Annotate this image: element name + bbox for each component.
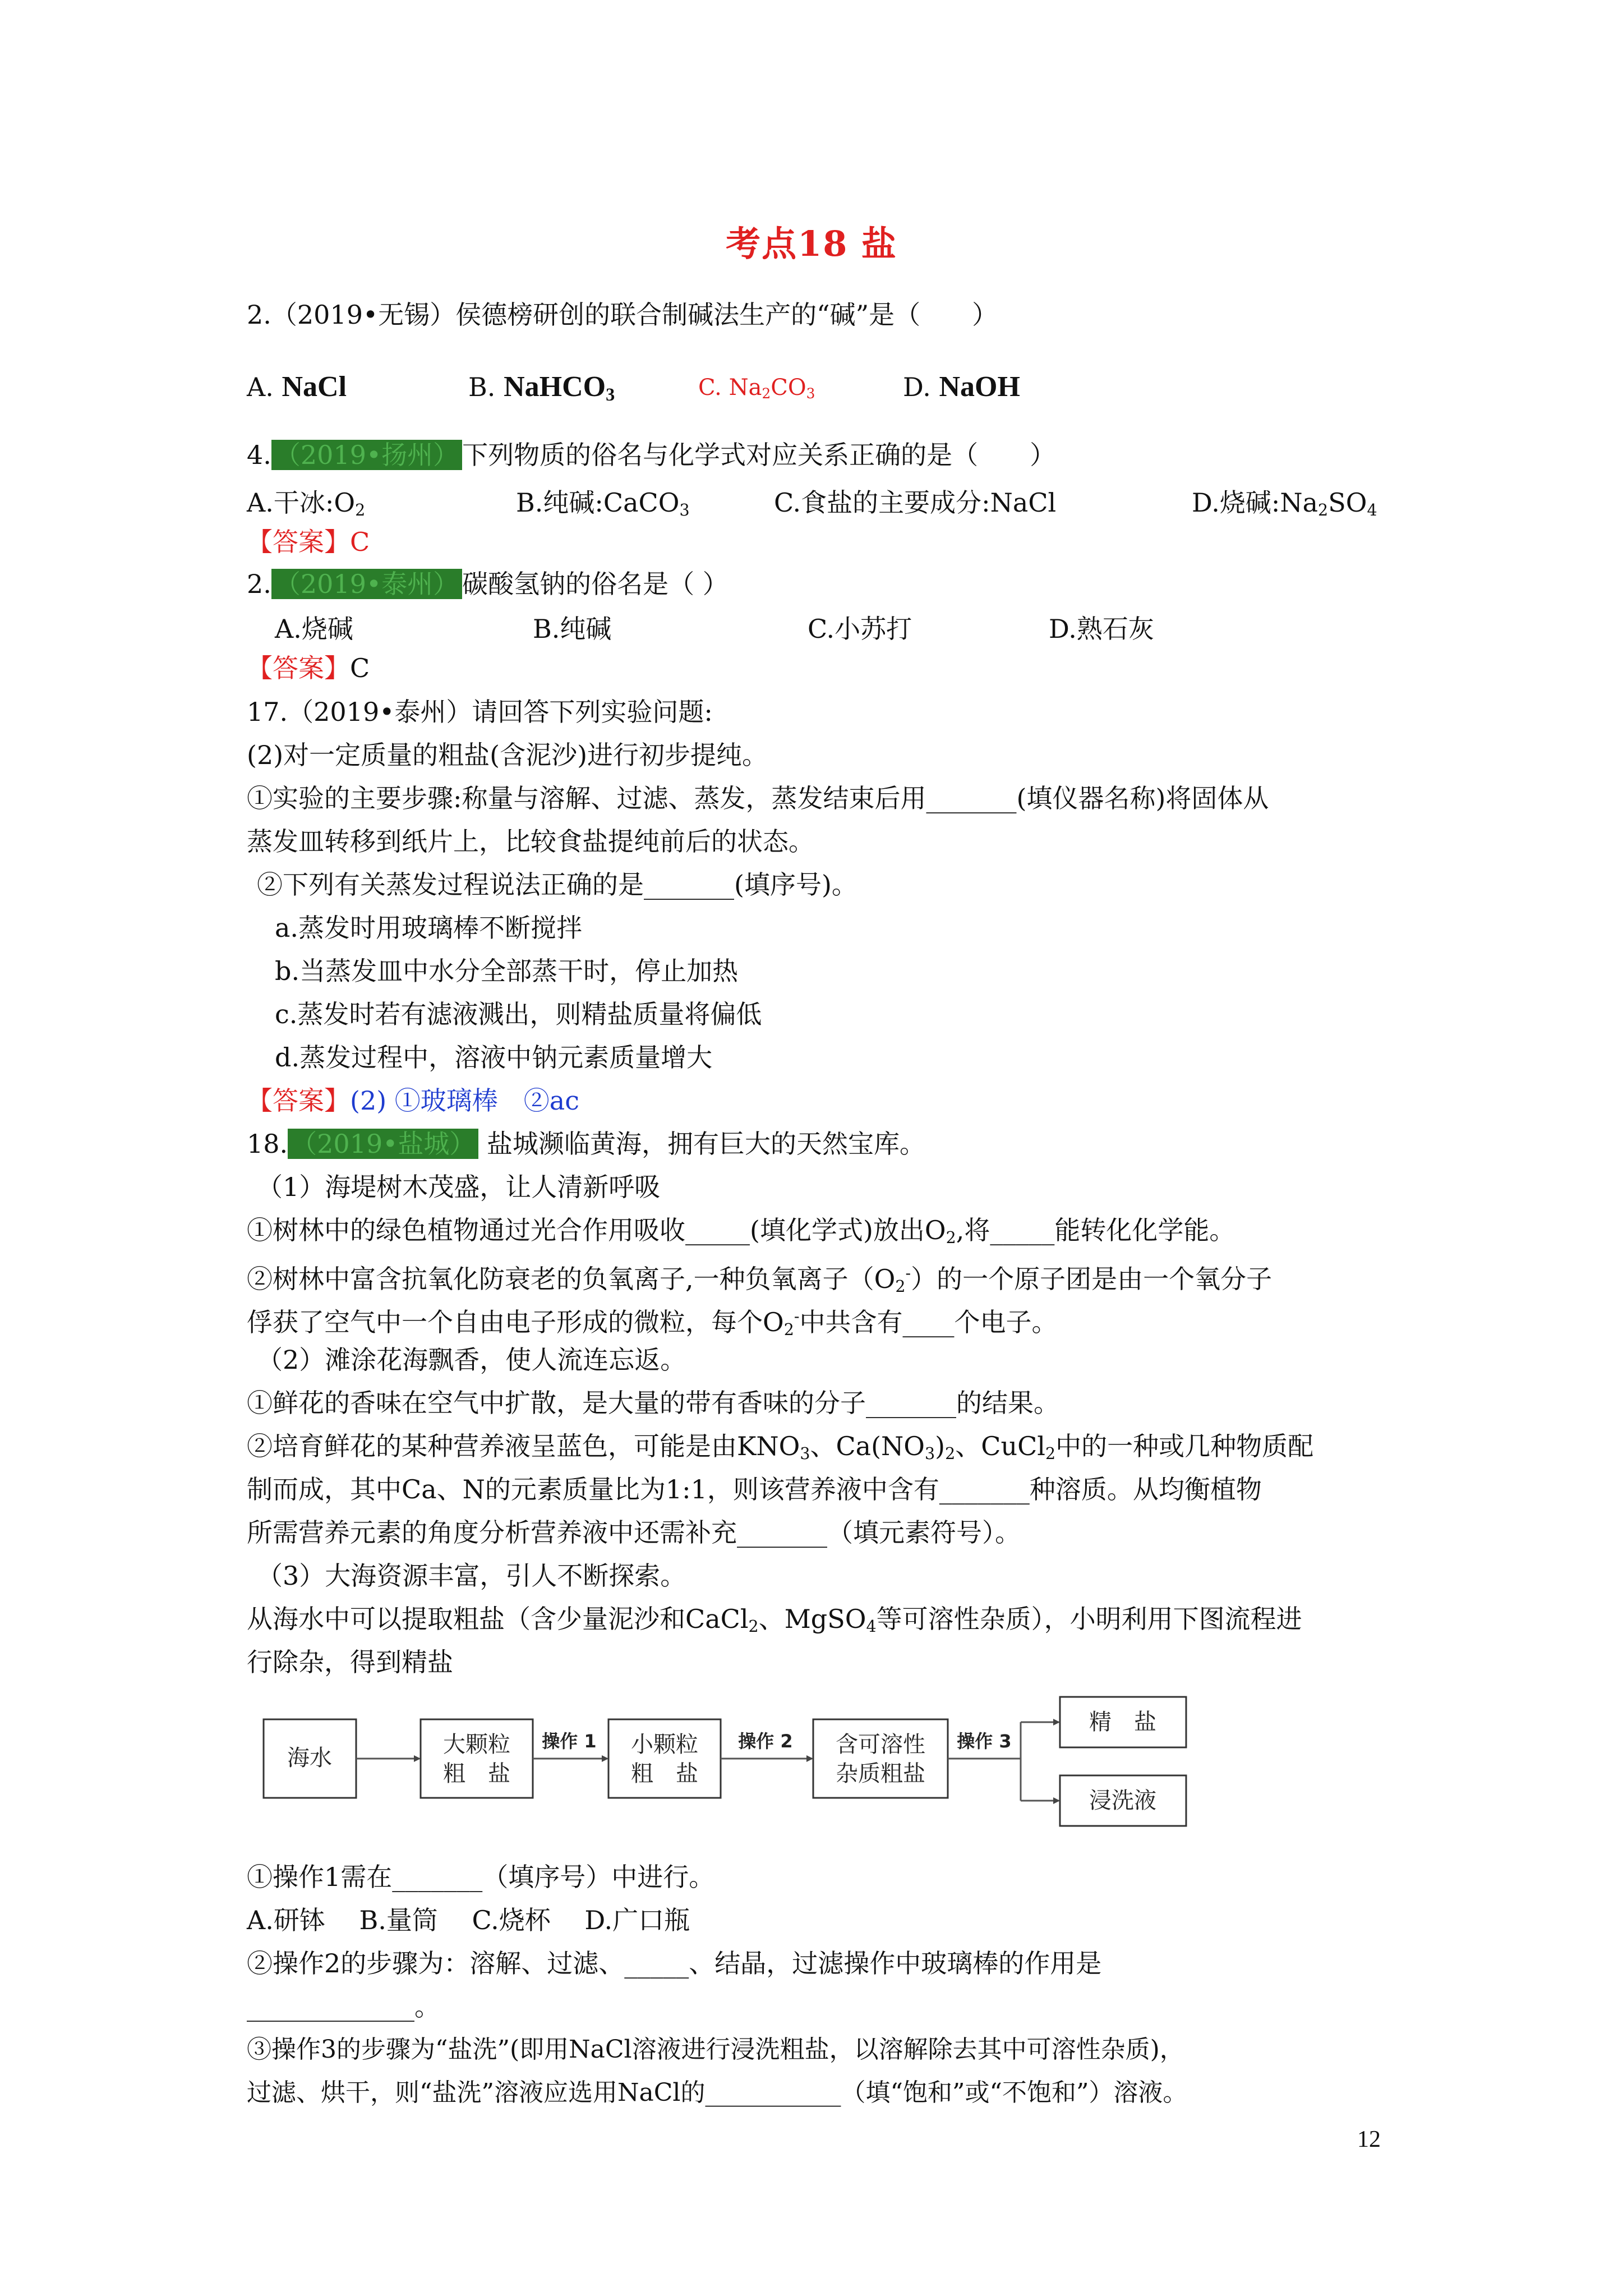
q1-option-d: D. NaOH: [903, 371, 1020, 403]
q1-option-b: B. NaHCO$_3$: [468, 371, 615, 405]
q2-option-a: A.干冰$:O_2$: [247, 487, 366, 520]
q4-answer: 【答案】(2) ①玻璃棒 ②ac: [247, 1085, 579, 1116]
q4-stem: 17.（2019•泰州）请回答下列实验问题:: [247, 697, 713, 727]
q4-line-4: ②下列有关蒸发过程说法正确的是_______(填序号)。: [257, 869, 857, 900]
q5-part-2d: 所需营养元素的角度分析营养液中还需补充_______（填元素符号）。: [247, 1517, 1021, 1548]
q2-option-b: B.纯碱:CaCO$_3$: [516, 487, 690, 520]
q5-part-2b: ②培育鲜花的某种营养液呈蓝色，可能是由$KNO_3$、$Ca(NO_3)_2$、CuCl$_2$中的一种或几种物质配: [247, 1431, 1314, 1464]
q5-step-2: ②操作2的步骤为：溶解、过滤、_____、结晶，过滤操作中玻璃棒的作用是: [247, 1948, 1102, 1978]
q5-step-3b: 过滤、烘干，则“盐洗”溶液应选用NaCl的___________（填“饱和”或“不饱和”）溶液。: [247, 2078, 1188, 2107]
q5-source-highlight: （2019•盐城）: [288, 1129, 478, 1159]
refined-salt-label: 精 盐: [1089, 1709, 1156, 1735]
seawater-label: 海水: [287, 1745, 332, 1771]
q2-option-d: D.烧碱$:Na_2SO_4$: [1192, 487, 1377, 520]
q4-line-1: (2)对一定质量的粗盐(含泥沙)进行初步提纯。: [247, 740, 768, 770]
q5-step-3: ③操作3的步骤为“盐洗”(即用NaCl溶液进行浸洗粗盐，以溶解除去其中可溶性杂质)，: [247, 2035, 1184, 2064]
fine-salt-label-1: 小颗粒: [631, 1732, 698, 1757]
operation-1-label: 操作 1: [542, 1731, 597, 1752]
q3-source-highlight: （2019•泰州）: [271, 569, 462, 599]
q5-stem-line: 18. （2019•盐城） 盐城濒临黄海，拥有巨大的天然宝库。: [247, 1129, 925, 1159]
impure-salt-label-2: 杂质粗盐: [836, 1761, 925, 1787]
q3-option-d: D.熟石灰: [1049, 614, 1154, 644]
process-flow-diagram: [258, 1691, 1211, 1837]
impure-salt-label-1: 含可溶性: [836, 1732, 925, 1757]
q3-answer: 【答案】C: [247, 653, 370, 683]
q4-line-3: 蒸发皿转移到纸片上，比较食盐提纯前后的状态。: [247, 826, 814, 857]
q4-line-2: ①实验的主要步骤:称量与溶解、过滤、蒸发，蒸发结束后用_______(填仪器名称)将固体从: [247, 783, 1269, 813]
page-title: 考点18 盐: [726, 223, 897, 264]
q5-part-1c: 俘获了空气中一个自由电子形成的微粒，每个$O_2^-$中共含有____个电子。: [247, 1307, 1058, 1340]
q4-choice-a: a.蒸发时用玻璃棒不断搅拌: [275, 913, 583, 943]
q2-option-c: C.食盐的主要成分:NaCl: [774, 487, 1057, 518]
wash-liquid-label: 浸洗液: [1089, 1788, 1156, 1814]
q3-option-c: C.小苏打: [808, 614, 912, 644]
q5-step-1-options: A.研钵 B.量筒 C.烧杯 D.广口瓶: [247, 1905, 690, 1935]
q1-option-c-correct: C. $Na_2CO_3$: [698, 375, 815, 402]
q5-part-1b: ②树林中富含抗氧化防衰老的负氧离子,一种负氧离子$(O_2^-)$的一个原子团是由一个氧分子: [247, 1264, 1272, 1296]
operation-2-label: 操作 2: [738, 1731, 793, 1752]
q5-part-2c: 制而成，其中Ca、N的元素质量比为1:1，则该营养液中含有_______种溶质。从均衡植物: [247, 1474, 1262, 1504]
q5-step-2-blank: _____________。: [247, 1991, 440, 2022]
q2-source-highlight: （2019•扬州）: [271, 440, 462, 470]
q4-choice-d: d.蒸发过程中，溶液中钠元素质量增大: [275, 1042, 713, 1073]
operation-3-label: 操作 3: [957, 1731, 1012, 1752]
q5-part-1: （1）海堤树木茂盛，让人清新呼吸: [257, 1172, 661, 1202]
q5-part-3a: 从海水中可以提取粗盐（含少量泥沙和CaCl$_2$、MgSO$_4$等可溶性杂质），小明利用下图流程进: [247, 1604, 1302, 1636]
fine-salt-label-2: 粗 盐: [631, 1761, 698, 1787]
q2-answer: 【答案】C: [247, 527, 370, 557]
q4-choice-c: c.蒸发时若有滤液溅出，则精盐质量将偏低: [275, 999, 762, 1029]
coarse-salt-label-2: 粗 盐: [443, 1761, 510, 1787]
q5-part-2a: ①鲜花的香味在空气中扩散，是大量的带有香味的分子_______的结果。: [247, 1388, 1059, 1418]
coarse-salt-label-1: 大颗粒: [443, 1732, 510, 1757]
q1-option-a: A. NaCl: [247, 371, 347, 403]
q2-stem-line: 4. （2019•扬州） 下列物质的俗名与化学式对应关系正确的是（ ）: [247, 440, 1056, 470]
q5-step-1: ①操作1需在_______（填序号）中进行。: [247, 1862, 715, 1892]
q5-part-3b: 行除杂，得到精盐: [247, 1647, 453, 1677]
page-number: 12: [1357, 2127, 1381, 2152]
q3-stem-line: 2. （2019•泰州） 碳酸氢钠的俗名是（ ）: [247, 569, 728, 599]
q4-choice-b: b.当蒸发皿中水分全部蒸干时，停止加热: [275, 956, 739, 986]
q5-part-3: （3）大海资源丰富，引人不断探索。: [257, 1561, 686, 1591]
q3-option-a: A.烧碱: [275, 614, 353, 644]
q5-part-2: （2）滩涂花海飘香，使人流连忘返。: [257, 1345, 686, 1375]
q5-part-1a: ①树林中的绿色植物通过光合作用吸收_____(填化学式)放出$O_2$,将_____能转化化学能。: [247, 1215, 1235, 1248]
q3-option-b: B.纯碱: [533, 614, 612, 644]
q1-stem: 2.（2019•无锡）侯德榜研创的联合制碱法生产的“碱”是（ ）: [247, 300, 998, 330]
